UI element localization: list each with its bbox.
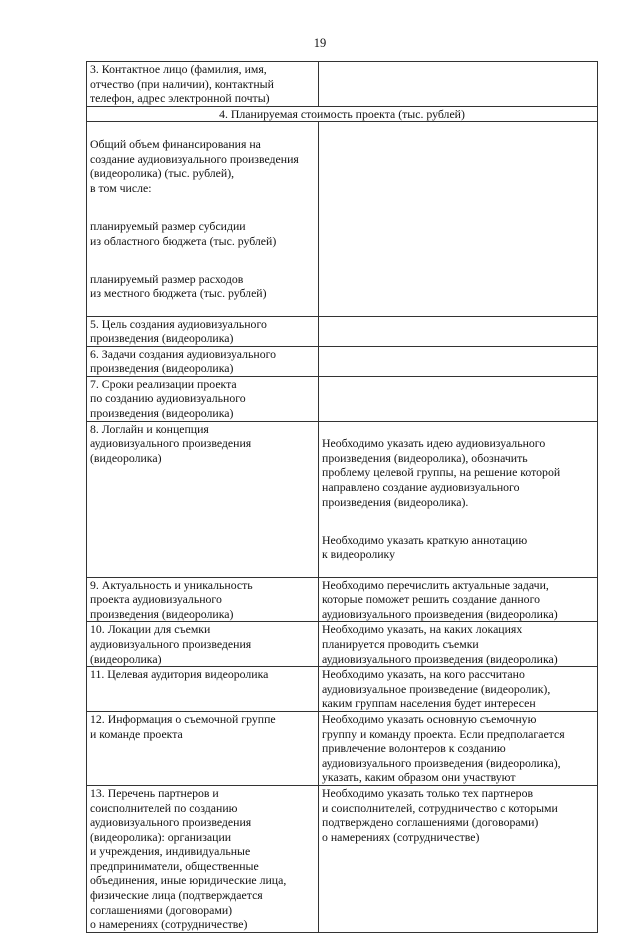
table-row <box>87 622 598 667</box>
table-row <box>87 122 598 316</box>
section-heading-cost: 4. Планируемая стоимость проекта (тыс. рублей) <box>87 106 598 122</box>
table-row <box>87 421 598 577</box>
logline-label: 8. Логлайн и концепция аудиовизуального произведения (видеоролика) <box>87 421 319 577</box>
table-row <box>87 711 598 785</box>
annotation-hint: Необходимо указать краткую аннотацию к видеоролику <box>322 532 528 562</box>
local-budget-label: планируемый размер расходов из местного бюджета (тыс. рублей) <box>90 271 267 301</box>
goal-label: 5. Цель создания аудиовизуального произведения (видеоролика) <box>87 316 319 346</box>
tasks-value <box>319 346 598 376</box>
timeline-label: 7. Сроки реализации проекта по созданию аудиовизуального произведения (видеоролика) <box>87 376 319 421</box>
table-row <box>87 376 598 421</box>
contact-person-label: 3. Контактное лицо (фамилия, имя, отчество (при наличии), контактный телефон, адрес электронной почты) <box>87 62 319 107</box>
contact-person-value <box>319 62 598 107</box>
logline-hint: Необходимо указать идею аудиовизуального произведения (видеоролика), обозначить проблему целевой группы, на решение которой направлено создание аудиовизуального произведения (видеоролика). <box>322 436 561 509</box>
crew-label: 12. Информация о съемочной группе и команде проекта <box>87 711 319 785</box>
financing-total-label: Общий объем финансирования на создание аудиовизуального произведения (видеоролика) (тыс. рублей), в том числе: <box>90 136 299 195</box>
table-row <box>87 667 598 712</box>
locations-hint: Необходимо указать, на каких локациях планируется проводить съемки аудиовизуального произведения (видеоролика) <box>319 622 598 667</box>
table-row <box>87 316 598 346</box>
financing-value <box>319 122 598 316</box>
goal-value <box>319 316 598 346</box>
financing-label-cell <box>87 122 319 316</box>
project-form-table <box>86 61 598 933</box>
crew-hint: Необходимо указать основную съемочную группу и команду проекта. Если предполагается привлечение волонтеров к созданию аудиовизуального произведения (видеоролика), указать, каким образом они участвуют <box>319 711 598 785</box>
table-row <box>87 785 598 932</box>
page-number: 19 <box>313 36 327 50</box>
relevance-label: 9. Актуальность и уникальность проекта аудиовизуального произведения (видеоролика) <box>87 577 319 622</box>
logline-hint-cell <box>319 421 598 577</box>
partners-hint: Необходимо указать только тех партнеров и соисполнителей, сотрудничество с которыми подтверждено соглашениями (договорами) о намерениях (сотрудничестве) <box>319 785 598 932</box>
partners-label: 13. Перечень партнеров и соисполнителей по созданию аудиовизуального произведения (видеоролика): организации и учреждения, индивидуальные предприниматели, общественные объединения, иные юридические лица, физические лица (подтверждается соглашениями (договорами) о намерениях (сотрудничестве) <box>87 785 319 932</box>
relevance-hint: Необходимо перечислить актуальные задачи, которые поможет решить создание данного аудиовизуального произведения (видеоролика) <box>319 577 598 622</box>
table-row <box>87 62 598 107</box>
locations-label: 10. Локации для съемки аудиовизуального произведения (видеоролика) <box>87 622 319 667</box>
table-row <box>87 106 598 122</box>
table-row <box>87 346 598 376</box>
timeline-value <box>319 376 598 421</box>
table-row <box>87 577 598 622</box>
audience-label: 11. Целевая аудитория видеоролика <box>87 667 319 712</box>
subsidy-regional-label: планируемый размер субсидии из областного бюджета (тыс. рублей) <box>90 218 277 248</box>
tasks-label: 6. Задачи создания аудиовизуального произведения (видеоролика) <box>87 346 319 376</box>
audience-hint: Необходимо указать, на кого рассчитано аудиовизуальное произведение (видеоролик), каким группам населения будет интересен <box>319 667 598 712</box>
